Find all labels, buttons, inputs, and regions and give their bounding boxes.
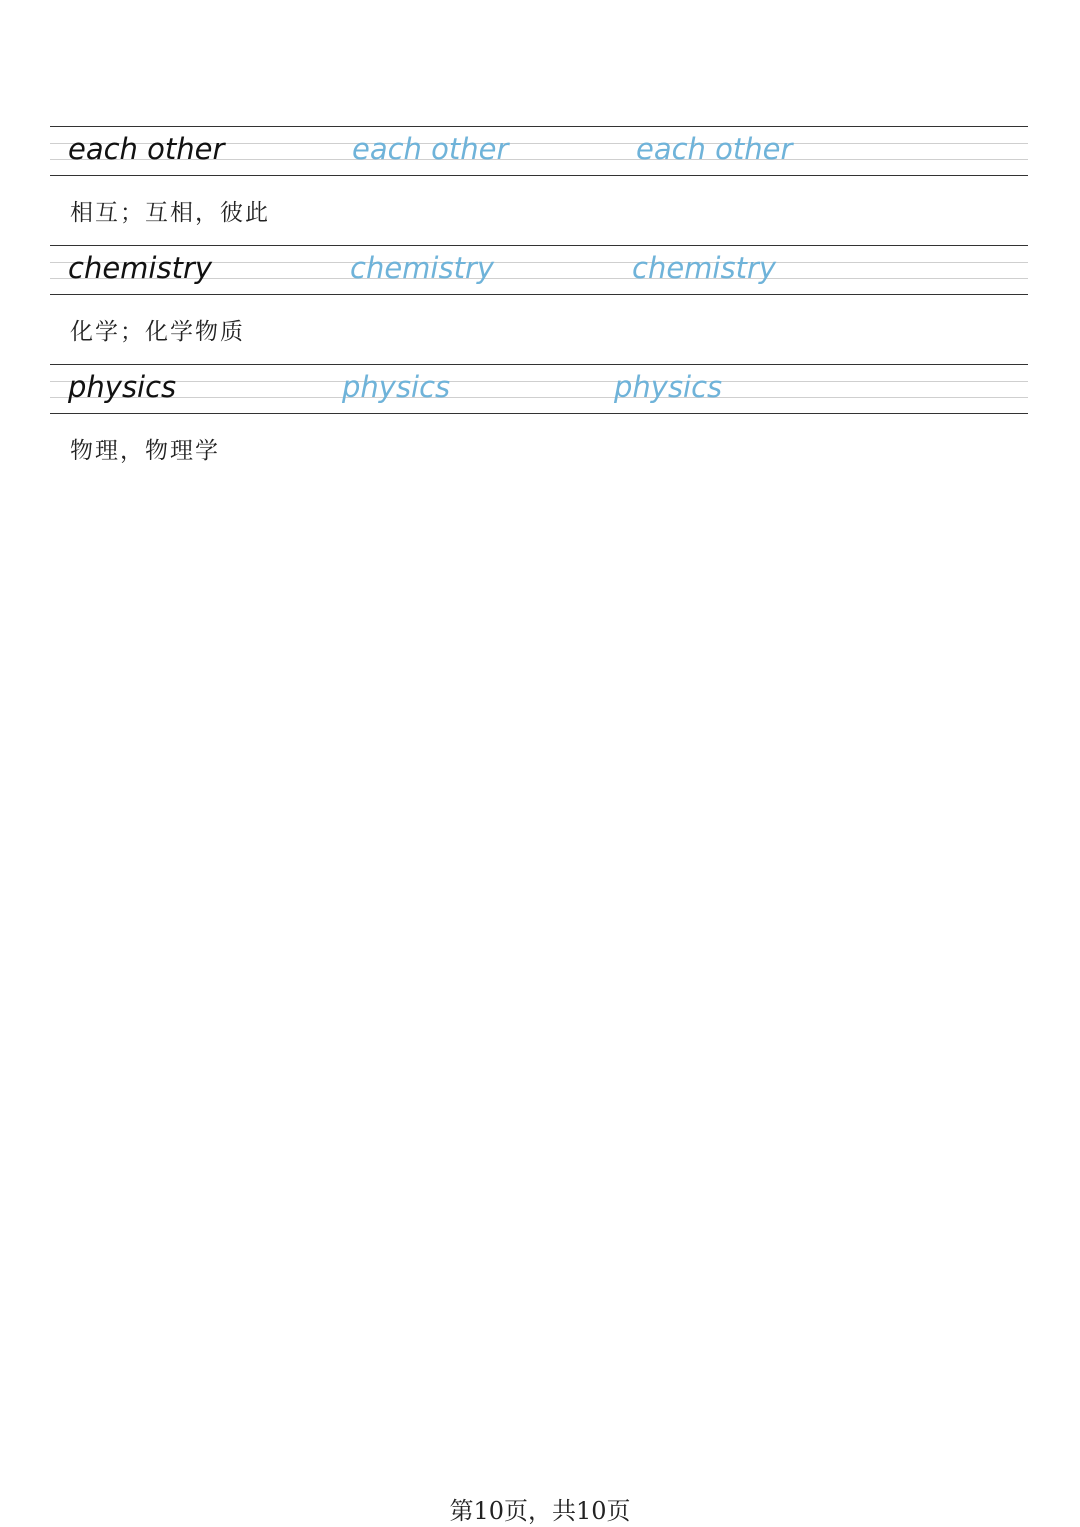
page-footer: 第10页，共10页 — [449, 1497, 631, 1525]
trace-word: physics — [342, 370, 451, 404]
rule-bottom — [50, 294, 1028, 295]
rule-bottom — [50, 413, 1028, 414]
word-meaning: 物理，物理学 — [70, 438, 220, 464]
word-meaning: 相互；互相，彼此 — [70, 200, 270, 226]
trace-word: each other — [636, 132, 793, 166]
trace-word: chemistry — [632, 251, 777, 285]
trace-word: chemistry — [350, 251, 495, 285]
rule-bottom — [50, 175, 1028, 176]
vocab-word: physics — [68, 370, 177, 404]
vocab-word: each other — [68, 132, 225, 166]
rule-mid — [50, 397, 1028, 398]
vocab-word: chemistry — [68, 251, 213, 285]
entry-chemistry — [50, 245, 1028, 295]
rule-top — [50, 245, 1028, 246]
entry-each-other — [50, 126, 1028, 176]
rule-top — [50, 126, 1028, 127]
rule-top — [50, 364, 1028, 365]
entry-physics — [50, 364, 1028, 414]
trace-word: physics — [614, 370, 723, 404]
trace-word: each other — [352, 132, 509, 166]
word-meaning: 化学；化学物质 — [70, 319, 245, 345]
rule-mid — [50, 381, 1028, 382]
